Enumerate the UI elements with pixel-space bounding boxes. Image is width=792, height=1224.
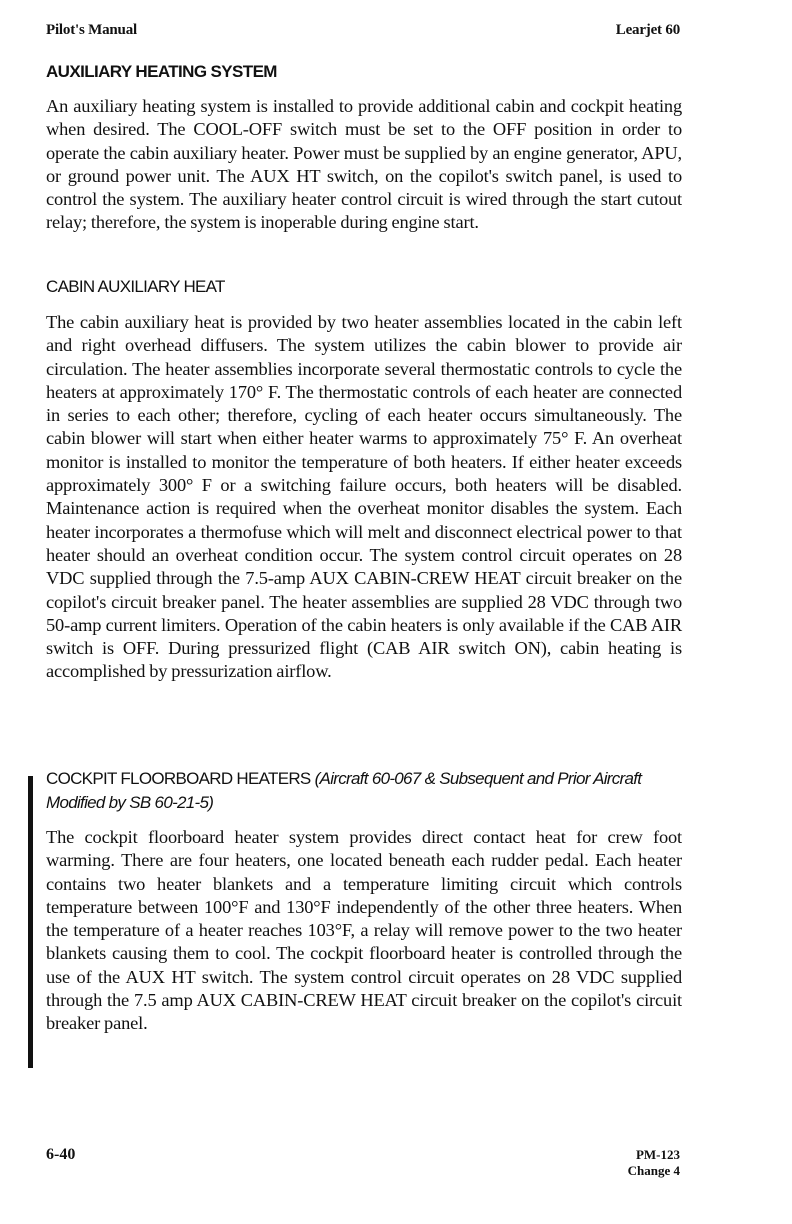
page-number: 6-40 [46, 1146, 76, 1163]
document-number: PM-123 [635, 1147, 680, 1162]
cabin-auxiliary-heat-paragraph: The cabin auxiliary heat is provided by two heater assemblies located in the cabin left and right overhead diffusers. The system utilizes the cabin blower to provide air circulation. The heater assemblies incorporate several thermostatic controls to cycle the heaters at approximately 170° F. The thermostatic controls of each heater are connected in series to each other; therefore, cycling of each heater occurs simultaneously. The cabin blower will start when either heater warms to approximately 75° F. An overheat monitor is installed to monitor the temperature of both heaters. If either heater exceeds approximately 300° F or a switching failure occurs, both heaters will be disabled. Maintenance action is required when the overheat monitor disables the system. Each heater incorporates a thermofuse which will melt and disconnect electrical power to that heater should an overheat condition occur. The system control circuit operates on 28 VDC supplied through the 7.5-amp AUX CABIN-CREW HEAT circuit breaker on the copilot's circuit breaker panel. The heater assemblies are supplied 28 VDC through two 50-amp current limiters. Operation of the cabin heaters is only available if the CAB AIR switch is OFF. During pressurized flight (CAB AIR switch ON), cabin heating is accomplished by pressurization airflow. [46, 312, 682, 682]
change-number: Change 4 [627, 1163, 680, 1178]
document-revision-block [628, 1147, 680, 1179]
running-header [46, 22, 680, 46]
revision-change-bar [28, 776, 33, 1068]
section-intro-paragraph: An auxiliary heating system is installed to provide additional cabin and cockpit heating when desired. The COOL-OFF switch must be set to the OFF position in order to operate the cabin auxiliary heater. Power must be supplied by an engine generator, APU, or ground power unit. The AUX HT switch, on the copilot's switch panel, is used to control the system. The auxiliary heater control circuit is wired through the start cutout relay; therefore, the system is inoperable during engine start. [46, 96, 682, 233]
subsection-title-cabin-auxiliary-heat [46, 277, 225, 297]
subsection-title-text: CABIN AUXILIARY HEAT [46, 277, 225, 296]
section-title: AUXILIARY HEATING SYSTEM [46, 62, 277, 81]
subsection-effectivity-note: (Aircraft 60-067 & Subsequent and Prior Aircraft Modified by SB 60-21-5) [46, 769, 642, 812]
subsection-title-text: COCKPIT FLOORBOARD HEATERS [46, 769, 311, 788]
header-aircraft-model: Learjet 60 [615, 22, 680, 38]
cockpit-floorboard-heaters-paragraph: The cockpit floorboard heater system provides direct contact heat for crew foot warming. There are four heaters, one located beneath each rudder pedal. Each heater contains two heater blankets and a temperature limiting circuit which controls temperature between 100°F and 130°F independently of the other three heaters. When the temperature of a heater reaches 103°F, a relay will remove power to the two heater blankets causing them to cool. The cockpit floorboard heater is controlled through the use of the AUX HT switch. The system control circuit operates on 28 VDC supplied through the 7.5 amp AUX CABIN-CREW HEAT circuit breaker on the copilot's circuit breaker panel. [46, 827, 682, 1034]
header-manual-title: Pilot's Manual [46, 22, 137, 38]
subsection-title-cockpit-floorboard-heaters [46, 767, 686, 815]
